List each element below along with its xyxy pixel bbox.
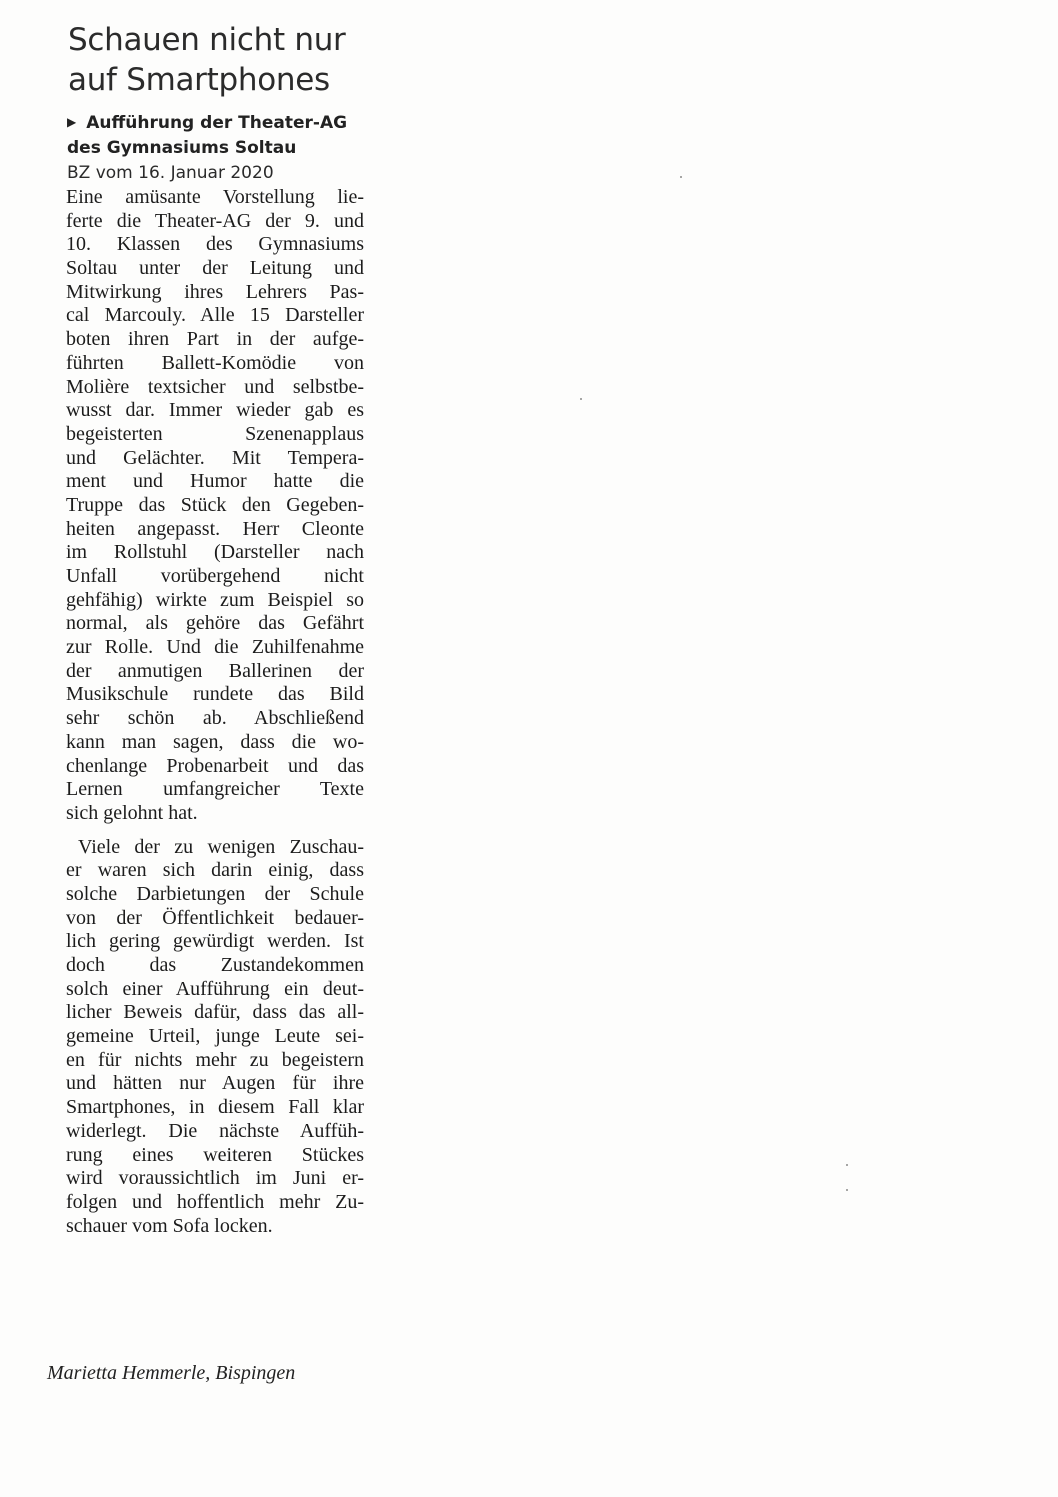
text-line: boten ihren Part in der aufge- bbox=[66, 328, 364, 351]
kicker-line: des Gymnasiums Soltau bbox=[67, 138, 297, 158]
text-line: kann man sagen, dass die wo- bbox=[66, 730, 364, 753]
text-line: Musikschule rundete das Bild bbox=[66, 683, 364, 706]
text-line: widerlegt. Die nächste Auffüh- bbox=[66, 1119, 364, 1142]
text-line: licher Beweis dafür, dass das all- bbox=[66, 1001, 364, 1024]
text-line: normal, als gehöre das Gefährt bbox=[66, 612, 364, 635]
scan-speck bbox=[846, 1189, 848, 1191]
text-line: chenlange Probenarbeit und das bbox=[66, 754, 364, 777]
kicker-line: Aufführung der Theater-AG bbox=[86, 113, 348, 133]
text-line: und Gelächter. Mit Tempera- bbox=[66, 446, 364, 469]
text-line: Lernen umfangreicher Texte bbox=[66, 778, 364, 801]
text-line: zur Rolle. Und die Zuhilfenahme bbox=[66, 636, 364, 659]
text-line: Truppe das Stück den Gegeben- bbox=[66, 493, 364, 516]
scan-speck bbox=[580, 398, 582, 400]
headline-line: auf Smartphones bbox=[68, 62, 330, 98]
text-line: sich gelohnt hat. bbox=[66, 801, 198, 824]
text-line: solch einer Aufführung ein deut- bbox=[66, 977, 364, 1000]
text-line: schauer vom Sofa locken. bbox=[66, 1214, 273, 1237]
scan-speck bbox=[680, 176, 682, 178]
text-line: führten Ballett-Komödie von bbox=[66, 351, 364, 374]
kicker bbox=[67, 110, 397, 161]
text-line: ment und Humor hatte die bbox=[66, 470, 364, 493]
text-line: Soltau unter der Leitung und bbox=[66, 257, 364, 280]
source-reference: BZ vom 16. Januar 2020 bbox=[67, 163, 274, 183]
text-line: Unfall vorübergehend nicht bbox=[66, 565, 364, 587]
text-line: von der Öffentlichkeit bedauer- bbox=[66, 906, 364, 929]
text-line: 10. Klassen des Gymnasiums bbox=[66, 233, 364, 256]
article-body bbox=[66, 186, 364, 1238]
text-line: lich gering gewürdigt werden. Ist bbox=[66, 930, 364, 953]
text-line: heiten angepasst. Herr Cleonte bbox=[66, 517, 364, 540]
text-line: gehfähig) wirkte zum Beispiel so bbox=[66, 588, 364, 611]
text-line: und hätten nur Augen für ihre bbox=[66, 1072, 364, 1095]
paragraph-2 bbox=[66, 836, 364, 1239]
text-line: en für nichts mehr zu begeistern bbox=[66, 1048, 364, 1071]
text-line: Smartphones, in diesem Fall klar bbox=[66, 1096, 364, 1119]
text-line: sehr schön ab. Abschließend bbox=[66, 707, 364, 730]
text-line: cal Marcouly. Alle 15 Darsteller bbox=[66, 304, 364, 327]
text-line: folgen und hoffentlich mehr Zu- bbox=[66, 1190, 364, 1213]
text-line: Molière textsicher und selbstbe- bbox=[66, 375, 364, 398]
paragraph-1 bbox=[66, 186, 364, 826]
scan-speck bbox=[846, 1164, 848, 1166]
triangle-bullet-icon: ▶ bbox=[67, 115, 77, 129]
text-line: rung eines weiteren Stückes bbox=[66, 1143, 364, 1166]
text-line: ferte die Theater-AG der 9. und bbox=[66, 209, 364, 232]
text-line: er waren sich darin einig, dass bbox=[66, 859, 364, 882]
headline bbox=[68, 20, 398, 100]
text-line: Eine amüsante Vorstellung lie- bbox=[66, 186, 364, 208]
text-line: solche Darbietungen der Schule bbox=[66, 882, 364, 905]
text-line: doch das Zustandekommen bbox=[66, 954, 364, 976]
text-line: gemeine Urteil, junge Leute sei- bbox=[66, 1025, 364, 1048]
headline-line: Schauen nicht nur bbox=[68, 22, 346, 58]
text-line: der anmutigen Ballerinen der bbox=[66, 659, 364, 682]
text-line: wird voraussichtlich im Juni er- bbox=[66, 1167, 364, 1190]
paragraph-gap bbox=[66, 826, 364, 836]
text-line: Mitwirkung ihres Lehrers Pas- bbox=[66, 280, 364, 303]
text-line: Viele der zu wenigen Zuschau- bbox=[78, 835, 364, 858]
text-line: begeisterten Szenenapplaus bbox=[66, 422, 364, 445]
text-line: wusst dar. Immer wieder gab es bbox=[66, 399, 364, 422]
text-line: im Rollstuhl (Darsteller nach bbox=[66, 541, 364, 564]
author-signature: Marietta Hemmerle, Bispingen bbox=[47, 1362, 296, 1384]
